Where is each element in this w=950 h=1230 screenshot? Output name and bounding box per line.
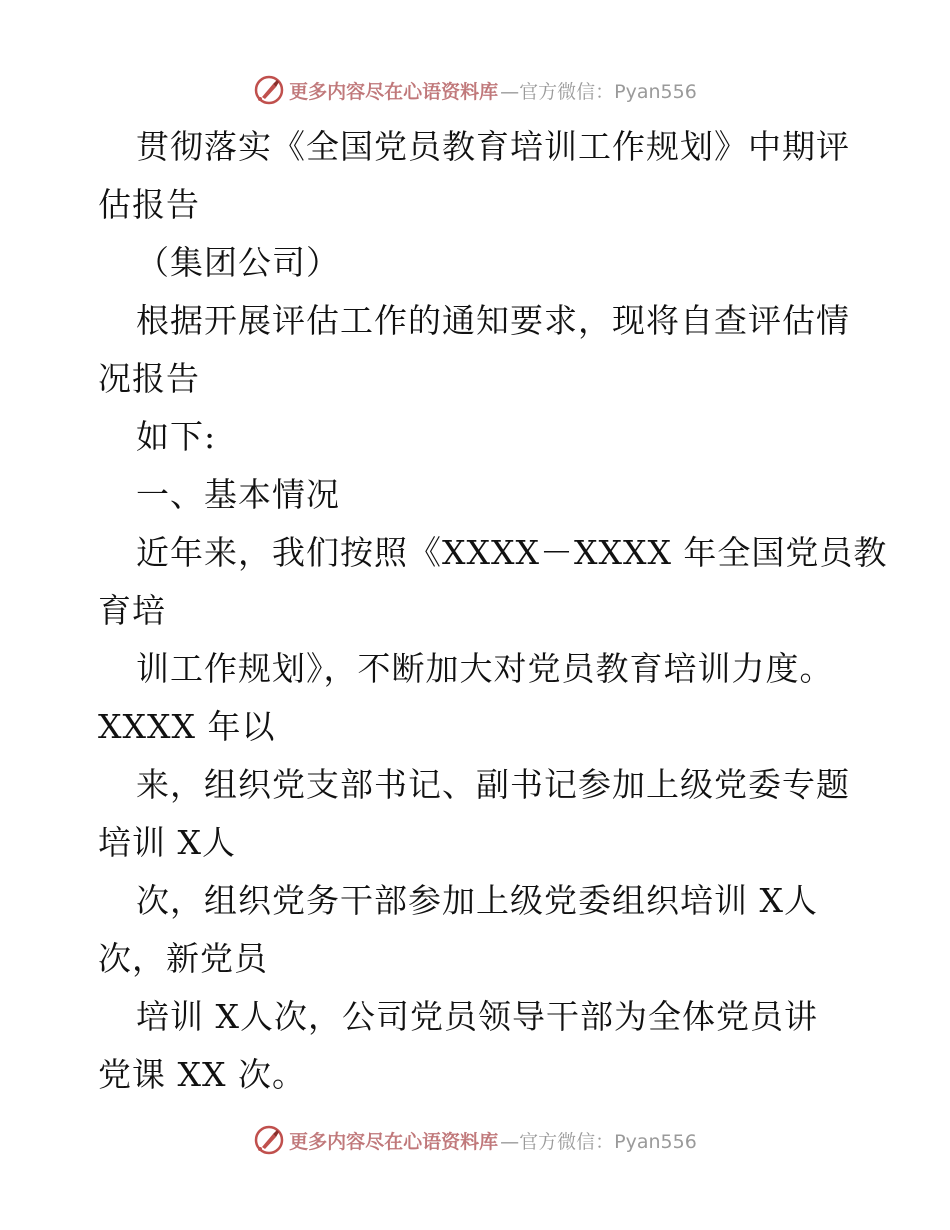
doc-paragraph-line: 根据开展评估工作的通知要求，现将自查评估情 xyxy=(136,301,850,340)
doc-subtitle: （集团公司） xyxy=(136,243,340,282)
doc-paragraph-line: 况报告 xyxy=(98,359,200,398)
banner-brand-text: 更多内容尽在心语资料库 xyxy=(289,80,499,103)
footer-banner xyxy=(0,1120,950,1160)
doc-paragraph-line: 培训 X人次，公司党员领导干部为全体党员讲 xyxy=(136,997,818,1036)
banner-wechat-text: —官方微信：Pyan556 xyxy=(500,80,697,103)
doc-title-line-2: 估报告 xyxy=(98,185,200,224)
doc-paragraph-line: 次，新党员 xyxy=(98,939,268,978)
banner-brand-text: 更多内容尽在心语资料库 xyxy=(289,1130,499,1153)
pen-nib-logo-icon xyxy=(253,1124,285,1156)
banner-wechat-text: —官方微信：Pyan556 xyxy=(500,1130,697,1153)
doc-section-heading: 一、基本情况 xyxy=(136,475,340,514)
doc-paragraph-line: 训工作规划》，不断加大对党员教育培训力度。 xyxy=(136,649,834,688)
header-banner xyxy=(0,70,950,110)
doc-paragraph-line: 培训 X人 xyxy=(98,823,236,862)
pen-nib-logo-icon xyxy=(253,74,285,106)
doc-paragraph-line: 党课 XX 次。 xyxy=(98,1055,306,1094)
doc-paragraph-line: 育培 xyxy=(98,591,166,630)
doc-paragraph-line: 次，组织党务干部参加上级党委组织培训 X人 xyxy=(136,881,818,920)
doc-paragraph-line: 近年来，我们按照《XXXX－XXXX 年全国党员教 xyxy=(136,533,888,572)
doc-title-line-1: 贯彻落实《全国党员教育培训工作规划》中期评 xyxy=(136,127,850,166)
doc-paragraph-line: 如下: xyxy=(136,417,217,456)
doc-paragraph-line: XXXX 年以 xyxy=(98,707,276,746)
doc-paragraph-line: 来，组织党支部书记、副书记参加上级党委专题 xyxy=(136,765,850,804)
document-body xyxy=(98,118,898,1104)
